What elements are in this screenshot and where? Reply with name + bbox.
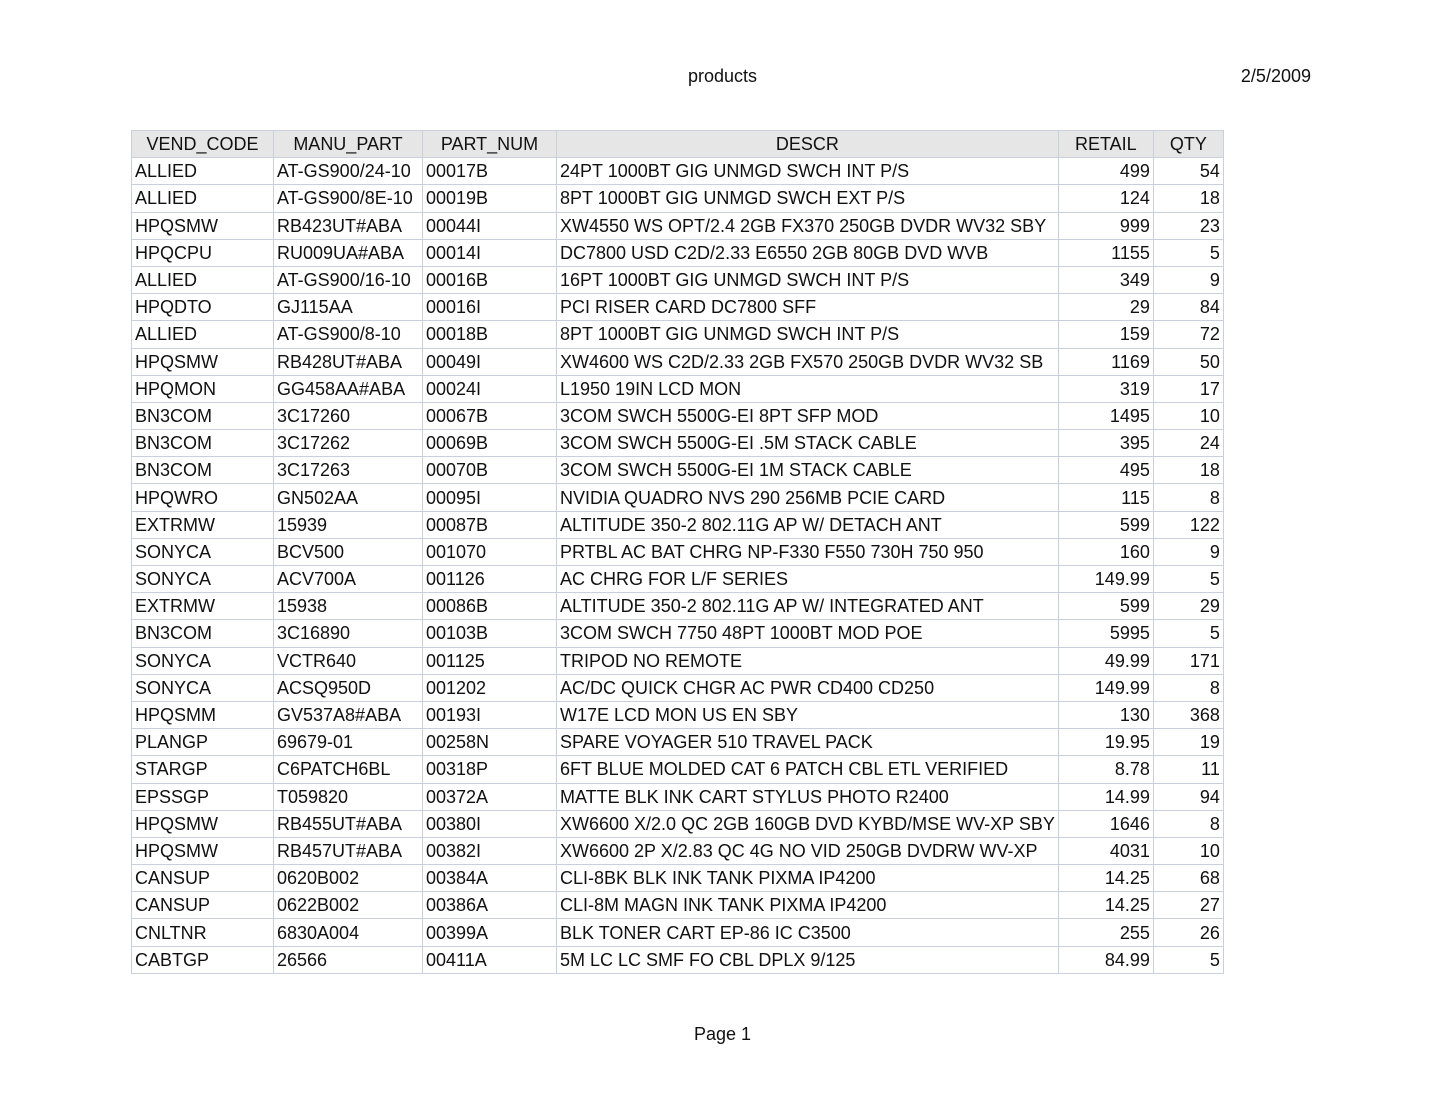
part-num-cell: 00016I xyxy=(423,294,557,321)
retail-cell: 84.99 xyxy=(1058,946,1153,973)
manu-part-cell: RB455UT#ABA xyxy=(274,810,423,837)
descr-cell: AC CHRG FOR L/F SERIES xyxy=(557,566,1059,593)
qty-cell: 29 xyxy=(1153,593,1223,620)
manu-part-cell: C6PATCH6BL xyxy=(274,756,423,783)
table-row xyxy=(132,158,1224,185)
table-row xyxy=(132,756,1224,783)
retail-cell: 14.99 xyxy=(1058,783,1153,810)
qty-cell: 18 xyxy=(1153,185,1223,212)
qty-cell: 5 xyxy=(1153,566,1223,593)
table-row xyxy=(132,538,1224,565)
qty-cell: 11 xyxy=(1153,756,1223,783)
descr-cell: CLI-8BK BLK INK TANK PIXMA IP4200 xyxy=(557,865,1059,892)
manu-part-cell: RB428UT#ABA xyxy=(274,348,423,375)
qty-cell: 9 xyxy=(1153,266,1223,293)
part-num-cell: 00372A xyxy=(423,783,557,810)
part-num-cell: 00016B xyxy=(423,266,557,293)
manu-part-cell: 69679-01 xyxy=(274,729,423,756)
part-num-cell: 00014I xyxy=(423,239,557,266)
part-num-cell: 00103B xyxy=(423,620,557,647)
table-row xyxy=(132,620,1224,647)
vend-code-cell: ALLIED xyxy=(132,266,274,293)
qty-cell: 5 xyxy=(1153,946,1223,973)
qty-cell: 54 xyxy=(1153,158,1223,185)
part-num-cell: 00411A xyxy=(423,946,557,973)
table-row xyxy=(132,402,1224,429)
descr-cell: 6FT BLUE MOLDED CAT 6 PATCH CBL ETL VERIFIED xyxy=(557,756,1059,783)
manu-part-cell: AT-GS900/8E-10 xyxy=(274,185,423,212)
column-header-vend-code: VEND_CODE xyxy=(132,131,274,158)
retail-cell: 124 xyxy=(1058,185,1153,212)
manu-part-cell: 3C17263 xyxy=(274,457,423,484)
part-num-cell: 00399A xyxy=(423,919,557,946)
table-row xyxy=(132,266,1224,293)
qty-cell: 8 xyxy=(1153,484,1223,511)
retail-cell: 14.25 xyxy=(1058,892,1153,919)
part-num-cell: 00386A xyxy=(423,892,557,919)
part-num-cell: 00044I xyxy=(423,212,557,239)
retail-cell: 395 xyxy=(1058,430,1153,457)
manu-part-cell: GV537A8#ABA xyxy=(274,701,423,728)
part-num-cell: 00017B xyxy=(423,158,557,185)
manu-part-cell: 3C17260 xyxy=(274,402,423,429)
qty-cell: 10 xyxy=(1153,837,1223,864)
table-row xyxy=(132,865,1224,892)
vend-code-cell: PLANGP xyxy=(132,729,274,756)
descr-cell: XW6600 X/2.0 QC 2GB 160GB DVD KYBD/MSE WV-XP SBY xyxy=(557,810,1059,837)
vend-code-cell: EPSSGP xyxy=(132,783,274,810)
part-num-cell: 00258N xyxy=(423,729,557,756)
manu-part-cell: 6830A004 xyxy=(274,919,423,946)
manu-part-cell: GG458AA#ABA xyxy=(274,375,423,402)
retail-cell: 159 xyxy=(1058,321,1153,348)
qty-cell: 368 xyxy=(1153,701,1223,728)
part-num-cell: 00095I xyxy=(423,484,557,511)
table-row xyxy=(132,701,1224,728)
table-row xyxy=(132,674,1224,701)
vend-code-cell: HPQSMW xyxy=(132,810,274,837)
descr-cell: XW4600 WS C2D/2.33 2GB FX570 250GB DVDR WV32 SB xyxy=(557,348,1059,375)
descr-cell: ALTITUDE 350-2 802.11G AP W/ DETACH ANT xyxy=(557,511,1059,538)
part-num-cell: 00067B xyxy=(423,402,557,429)
qty-cell: 5 xyxy=(1153,620,1223,647)
descr-cell: 3COM SWCH 7750 48PT 1000BT MOD POE xyxy=(557,620,1059,647)
table-body xyxy=(132,158,1224,974)
vend-code-cell: CNLTNR xyxy=(132,919,274,946)
vend-code-cell: HPQDTO xyxy=(132,294,274,321)
descr-cell: PCI RISER CARD DC7800 SFF xyxy=(557,294,1059,321)
descr-cell: NVIDIA QUADRO NVS 290 256MB PCIE CARD xyxy=(557,484,1059,511)
retail-cell: 1646 xyxy=(1058,810,1153,837)
qty-cell: 94 xyxy=(1153,783,1223,810)
retail-cell: 4031 xyxy=(1058,837,1153,864)
manu-part-cell: T059820 xyxy=(274,783,423,810)
descr-cell: ALTITUDE 350-2 802.11G AP W/ INTEGRATED ANT xyxy=(557,593,1059,620)
manu-part-cell: 15938 xyxy=(274,593,423,620)
vend-code-cell: EXTRMW xyxy=(132,511,274,538)
qty-cell: 5 xyxy=(1153,239,1223,266)
descr-cell: SPARE VOYAGER 510 TRAVEL PACK xyxy=(557,729,1059,756)
column-header-part-num: PART_NUM xyxy=(423,131,557,158)
vend-code-cell: SONYCA xyxy=(132,674,274,701)
column-header-descr: DESCR xyxy=(557,131,1059,158)
descr-cell: XW6600 2P X/2.83 QC 4G NO VID 250GB DVDRW WV-XP xyxy=(557,837,1059,864)
manu-part-cell: AT-GS900/8-10 xyxy=(274,321,423,348)
table-row xyxy=(132,810,1224,837)
manu-part-cell: VCTR640 xyxy=(274,647,423,674)
part-num-cell: 00318P xyxy=(423,756,557,783)
descr-cell: 3COM SWCH 5500G-EI .5M STACK CABLE xyxy=(557,430,1059,457)
retail-cell: 8.78 xyxy=(1058,756,1153,783)
part-num-cell: 00069B xyxy=(423,430,557,457)
vend-code-cell: ALLIED xyxy=(132,185,274,212)
qty-cell: 68 xyxy=(1153,865,1223,892)
qty-cell: 9 xyxy=(1153,538,1223,565)
table-row xyxy=(132,430,1224,457)
vend-code-cell: SONYCA xyxy=(132,566,274,593)
manu-part-cell: 0620B002 xyxy=(274,865,423,892)
retail-cell: 149.99 xyxy=(1058,674,1153,701)
part-num-cell: 00380I xyxy=(423,810,557,837)
vend-code-cell: BN3COM xyxy=(132,430,274,457)
vend-code-cell: HPQMON xyxy=(132,375,274,402)
descr-cell: 8PT 1000BT GIG UNMGD SWCH INT P/S xyxy=(557,321,1059,348)
descr-cell: XW4550 WS OPT/2.4 2GB FX370 250GB DVDR WV32 SBY xyxy=(557,212,1059,239)
retail-cell: 29 xyxy=(1058,294,1153,321)
page-number: Page 1 xyxy=(693,1024,752,1044)
table-row xyxy=(132,647,1224,674)
column-header-manu-part: MANU_PART xyxy=(274,131,423,158)
qty-cell: 17 xyxy=(1153,375,1223,402)
vend-code-cell: HPQSMW xyxy=(132,348,274,375)
part-num-cell: 00018B xyxy=(423,321,557,348)
qty-cell: 23 xyxy=(1153,212,1223,239)
table-row xyxy=(132,837,1224,864)
qty-cell: 26 xyxy=(1153,919,1223,946)
descr-cell: 3COM SWCH 5500G-EI 1M STACK CABLE xyxy=(557,457,1059,484)
part-num-cell: 00086B xyxy=(423,593,557,620)
descr-cell: BLK TONER CART EP-86 IC C3500 xyxy=(557,919,1059,946)
qty-cell: 19 xyxy=(1153,729,1223,756)
qty-cell: 72 xyxy=(1153,321,1223,348)
part-num-cell: 00382I xyxy=(423,837,557,864)
table-row xyxy=(132,729,1224,756)
descr-cell: DC7800 USD C2D/2.33 E6550 2GB 80GB DVD WVB xyxy=(557,239,1059,266)
manu-part-cell: AT-GS900/24-10 xyxy=(274,158,423,185)
table-row xyxy=(132,783,1224,810)
table-row xyxy=(132,294,1224,321)
table-row xyxy=(132,566,1224,593)
manu-part-cell: GN502AA xyxy=(274,484,423,511)
manu-part-cell: AT-GS900/16-10 xyxy=(274,266,423,293)
vend-code-cell: CABTGP xyxy=(132,946,274,973)
table-row xyxy=(132,511,1224,538)
part-num-cell: 00384A xyxy=(423,865,557,892)
retail-cell: 14.25 xyxy=(1058,865,1153,892)
table-row xyxy=(132,212,1224,239)
vend-code-cell: HPQWRO xyxy=(132,484,274,511)
vend-code-cell: STARGP xyxy=(132,756,274,783)
products-table xyxy=(131,130,1224,974)
manu-part-cell: RB423UT#ABA xyxy=(274,212,423,239)
retail-cell: 160 xyxy=(1058,538,1153,565)
retail-cell: 49.99 xyxy=(1058,647,1153,674)
retail-cell: 255 xyxy=(1058,919,1153,946)
part-num-cell: 00019B xyxy=(423,185,557,212)
descr-cell: CLI-8M MAGN INK TANK PIXMA IP4200 xyxy=(557,892,1059,919)
descr-cell: 24PT 1000BT GIG UNMGD SWCH INT P/S xyxy=(557,158,1059,185)
descr-cell: TRIPOD NO REMOTE xyxy=(557,647,1059,674)
vend-code-cell: EXTRMW xyxy=(132,593,274,620)
vend-code-cell: HPQSMM xyxy=(132,701,274,728)
table-row xyxy=(132,919,1224,946)
descr-cell: 16PT 1000BT GIG UNMGD SWCH INT P/S xyxy=(557,266,1059,293)
manu-part-cell: 26566 xyxy=(274,946,423,973)
part-num-cell: 00049I xyxy=(423,348,557,375)
table-row xyxy=(132,239,1224,266)
vend-code-cell: HPQSMW xyxy=(132,212,274,239)
descr-cell: L1950 19IN LCD MON xyxy=(557,375,1059,402)
report-title: products xyxy=(687,66,758,86)
retail-cell: 19.95 xyxy=(1058,729,1153,756)
report-date: 2/5/2009 xyxy=(1240,66,1311,86)
manu-part-cell: 3C17262 xyxy=(274,430,423,457)
descr-cell: 8PT 1000BT GIG UNMGD SWCH EXT P/S xyxy=(557,185,1059,212)
retail-cell: 1169 xyxy=(1058,348,1153,375)
qty-cell: 8 xyxy=(1153,674,1223,701)
vend-code-cell: BN3COM xyxy=(132,620,274,647)
column-header-qty: QTY xyxy=(1153,131,1223,158)
retail-cell: 349 xyxy=(1058,266,1153,293)
qty-cell: 27 xyxy=(1153,892,1223,919)
manu-part-cell: GJ115AA xyxy=(274,294,423,321)
part-num-cell: 001070 xyxy=(423,538,557,565)
part-num-cell: 00193I xyxy=(423,701,557,728)
qty-cell: 84 xyxy=(1153,294,1223,321)
table-row xyxy=(132,593,1224,620)
table-row xyxy=(132,321,1224,348)
part-num-cell: 00070B xyxy=(423,457,557,484)
descr-cell: 5M LC LC SMF FO CBL DPLX 9/125 xyxy=(557,946,1059,973)
retail-cell: 149.99 xyxy=(1058,566,1153,593)
manu-part-cell: BCV500 xyxy=(274,538,423,565)
vend-code-cell: CANSUP xyxy=(132,892,274,919)
column-header-retail: RETAIL xyxy=(1058,131,1153,158)
part-num-cell: 001202 xyxy=(423,674,557,701)
qty-cell: 122 xyxy=(1153,511,1223,538)
retail-cell: 115 xyxy=(1058,484,1153,511)
descr-cell: PRTBL AC BAT CHRG NP-F330 F550 730H 750 950 xyxy=(557,538,1059,565)
vend-code-cell: ALLIED xyxy=(132,158,274,185)
vend-code-cell: HPQCPU xyxy=(132,239,274,266)
qty-cell: 10 xyxy=(1153,402,1223,429)
manu-part-cell: ACSQ950D xyxy=(274,674,423,701)
retail-cell: 130 xyxy=(1058,701,1153,728)
retail-cell: 319 xyxy=(1058,375,1153,402)
descr-cell: AC/DC QUICK CHGR AC PWR CD400 CD250 xyxy=(557,674,1059,701)
part-num-cell: 00087B xyxy=(423,511,557,538)
header-row xyxy=(132,131,1224,158)
vend-code-cell: HPQSMW xyxy=(132,837,274,864)
qty-cell: 8 xyxy=(1153,810,1223,837)
manu-part-cell: 0622B002 xyxy=(274,892,423,919)
part-num-cell: 001125 xyxy=(423,647,557,674)
table-row xyxy=(132,375,1224,402)
table-row xyxy=(132,892,1224,919)
table-row xyxy=(132,484,1224,511)
table-row xyxy=(132,348,1224,375)
retail-cell: 999 xyxy=(1058,212,1153,239)
vend-code-cell: ALLIED xyxy=(132,321,274,348)
vend-code-cell: SONYCA xyxy=(132,647,274,674)
table-row xyxy=(132,946,1224,973)
retail-cell: 495 xyxy=(1058,457,1153,484)
retail-cell: 599 xyxy=(1058,593,1153,620)
vend-code-cell: BN3COM xyxy=(132,457,274,484)
part-num-cell: 001126 xyxy=(423,566,557,593)
qty-cell: 50 xyxy=(1153,348,1223,375)
vend-code-cell: SONYCA xyxy=(132,538,274,565)
table-row xyxy=(132,457,1224,484)
retail-cell: 1155 xyxy=(1058,239,1153,266)
qty-cell: 171 xyxy=(1153,647,1223,674)
vend-code-cell: CANSUP xyxy=(132,865,274,892)
part-num-cell: 00024I xyxy=(423,375,557,402)
manu-part-cell: 15939 xyxy=(274,511,423,538)
manu-part-cell: RU009UA#ABA xyxy=(274,239,423,266)
retail-cell: 1495 xyxy=(1058,402,1153,429)
retail-cell: 599 xyxy=(1058,511,1153,538)
manu-part-cell: ACV700A xyxy=(274,566,423,593)
retail-cell: 5995 xyxy=(1058,620,1153,647)
descr-cell: W17E LCD MON US EN SBY xyxy=(557,701,1059,728)
manu-part-cell: RB457UT#ABA xyxy=(274,837,423,864)
descr-cell: 3COM SWCH 5500G-EI 8PT SFP MOD xyxy=(557,402,1059,429)
vend-code-cell: BN3COM xyxy=(132,402,274,429)
retail-cell: 499 xyxy=(1058,158,1153,185)
manu-part-cell: 3C16890 xyxy=(274,620,423,647)
qty-cell: 24 xyxy=(1153,430,1223,457)
descr-cell: MATTE BLK INK CART STYLUS PHOTO R2400 xyxy=(557,783,1059,810)
table-row xyxy=(132,185,1224,212)
qty-cell: 18 xyxy=(1153,457,1223,484)
